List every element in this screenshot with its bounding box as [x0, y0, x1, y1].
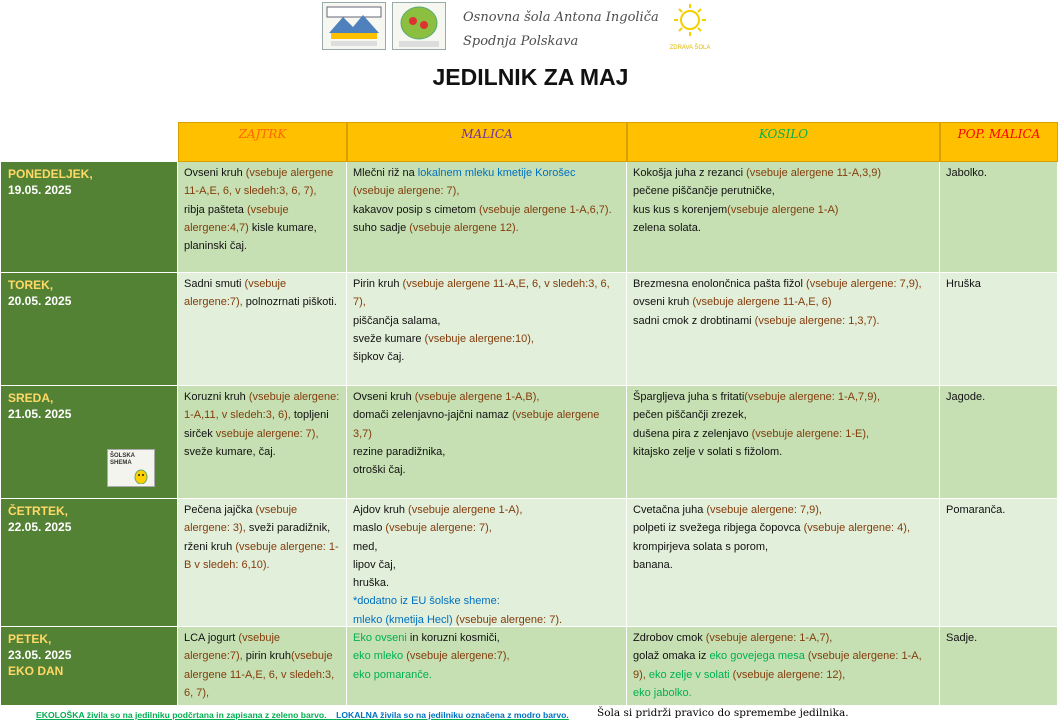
menu-cell-zajtrk	[178, 499, 347, 627]
allergen-note: (vsebuje alergene: 7),	[353, 185, 460, 198]
menu-cell-pop	[940, 273, 1058, 386]
day-name: PONEDELJEK,	[8, 167, 93, 181]
menu-text: Kokošja juha z rezanci	[633, 167, 747, 179]
menu-text: Koruzni kruh	[184, 391, 249, 403]
allergen-note: (vsebuje alergene: 7,9),	[806, 278, 922, 290]
menu-text: pečen piščančji zrezek,	[633, 409, 747, 422]
menu-text: zelena solata.	[633, 221, 701, 234]
menu-cell-malica	[347, 386, 627, 499]
menu-cell-malica	[347, 627, 627, 706]
menu-cell-zajtrk	[178, 162, 347, 273]
menu-text: piščančja salama,	[353, 314, 441, 327]
menu-text: sveže kumare	[353, 332, 425, 345]
day-name: ČETRTEK,	[8, 504, 68, 518]
allergen-note: (vsebuje alergene: 7).	[455, 613, 563, 626]
day-name: PETEK,	[8, 632, 52, 646]
menu-text: mleko (kmetija Hecl)	[353, 613, 456, 626]
menu-text: Brezmesna enolončnica pašta fižol	[633, 278, 807, 290]
menu-text: Pomaranča.	[946, 504, 1006, 516]
school-scheme-badge	[107, 449, 155, 487]
menu-text: eko mleko	[353, 650, 407, 663]
footer-legend	[36, 710, 569, 720]
menu-text: eko jabolko.	[633, 686, 692, 699]
allergen-note: (vsebuje alergene: 1-E),	[751, 427, 870, 440]
menu-text: banana.	[633, 558, 673, 571]
menu-text: *dodatno iz EU šolske sheme:	[353, 595, 500, 608]
allergen-note: (vsebuje alergene: 4),	[803, 522, 911, 535]
menu-cell-kosilo	[627, 627, 940, 706]
allergen-note: (vsebuje alergene 11-A,E, 6, v sledeh:3, 6, 7),	[184, 167, 334, 198]
allergen-note: (vsebuje alergene:10),	[424, 332, 534, 345]
menu-text: med,	[353, 540, 378, 553]
menu-cell-pop	[940, 499, 1058, 627]
allergen-note: (vsebuje alergene: 1-A,11, v sledeh:3, 6),	[184, 391, 340, 422]
menu-text: domači zelenjavno-jajčni namaz	[353, 409, 512, 422]
allergen-note: (vsebuje alergene: 1-A, 9),	[633, 650, 922, 681]
menu-text: kakavov posip s cimetom	[353, 203, 479, 216]
menu-text: polnozrnati piškoti.	[242, 296, 337, 309]
menu-text: Ovseni kruh	[184, 167, 246, 179]
menu-cell-pop	[940, 386, 1058, 499]
menu-cell-pop	[940, 627, 1058, 706]
menu-cell-kosilo	[627, 499, 940, 627]
menu-text: golaž omaka iz	[633, 650, 710, 663]
menu-cell-pop	[940, 162, 1058, 273]
day-date: 21.05. 2025	[8, 407, 72, 421]
day-cell	[1, 273, 178, 386]
menu-text: Cvetačna juha	[633, 504, 707, 516]
menu-text: LCA jogurt	[184, 632, 239, 644]
menu-text: Jagode.	[946, 391, 986, 403]
menu-text: Sadni smuti	[184, 278, 245, 290]
page-title: JEDILNIK ZA MAJ	[432, 64, 629, 90]
footer	[0, 706, 1061, 723]
menu-cell-kosilo	[627, 273, 940, 386]
menu-text: polpeti iz svežega ribjega čopovca	[633, 522, 804, 535]
menu-cell-kosilo	[627, 386, 940, 499]
menu-text: Pečena jajčka	[184, 504, 256, 516]
menu-text: krompirjeva solata s porom,	[633, 540, 769, 553]
column-header-4: POP. MALICA	[940, 122, 1058, 162]
footer-local-note: LOKALNA živila so na jedilniku označena z modro barvo.	[336, 710, 569, 720]
menu-text: lokalnem mleku kmetije Korošec	[417, 167, 576, 179]
allergen-note: (vsebuje alergene 1-A)	[727, 203, 839, 216]
allergen-note: (vsebuje alergene: 1-B v sledeh: 6,10).	[184, 540, 339, 571]
day-name: TOREK,	[8, 278, 54, 292]
menu-text: Ajdov kruh	[353, 504, 409, 516]
allergen-note: (vsebuje alergene: 12),	[732, 668, 846, 681]
school-name-line1: Osnovna šola Antona Ingoliča	[463, 10, 659, 25]
menu-text: eko pomaranče.	[353, 668, 432, 681]
menu-text: otroški čaj.	[353, 464, 406, 477]
allergen-note: (vsebuje alergene 11-A,E, 6, v sledeh:3, 6, 7),	[184, 650, 335, 699]
menu-text: eko zelje v solati	[645, 668, 733, 681]
menu-text: Eko ovseni	[353, 632, 407, 644]
menu-text: eko govejega mesa	[709, 650, 808, 663]
eco-day-label: EKO DAN	[8, 664, 64, 678]
menu-text: kisle kumare, planinski čaj.	[184, 221, 317, 253]
allergen-note: (vsebuje alergene: 1-A,7,9),	[744, 391, 881, 403]
day-name: SREDA,	[8, 391, 54, 405]
footer-reserve-note: Šola si pridrži pravico do spremembe jedilnika.	[597, 707, 849, 719]
menu-cell-zajtrk	[178, 627, 347, 706]
menu-text: hruška.	[353, 577, 390, 590]
allergen-note: (vsebuje alergene 1-A,6,7).	[478, 203, 612, 216]
ladybug-emblem-icon	[393, 3, 445, 49]
fruit-mascot-icon	[131, 468, 151, 484]
menu-text: Sadje.	[946, 632, 978, 644]
menu-text: lipov čaj,	[353, 558, 396, 571]
menu-text: kus kus s korenjem	[633, 203, 728, 216]
menu-cell-zajtrk	[178, 386, 347, 499]
menu-cell-malica	[347, 499, 627, 627]
day-date: 20.05. 2025	[8, 294, 72, 308]
menu-cell-zajtrk	[178, 273, 347, 386]
menu-text: topljeni sirček	[184, 409, 329, 440]
school-name	[463, 6, 659, 54]
allergen-note: (vsebuje alergene: 1-A,7),	[705, 632, 833, 644]
page-header	[0, 0, 1061, 90]
menu-text: Špargljeva juha s fritati	[633, 391, 745, 403]
column-header-3: KOSILO	[627, 122, 940, 162]
menu-text: pirin kruh	[242, 650, 292, 663]
school-scheme-label: ŠOLSKA SHEMA	[110, 453, 135, 466]
menu-text: Ovseni kruh	[353, 391, 415, 403]
menu-text: rezine paradižnika,	[353, 445, 446, 458]
menu-text: sveže kumare, čaj.	[184, 445, 276, 458]
menu-text: in koruzni kosmiči,	[406, 632, 500, 644]
school-logo-icon	[323, 3, 385, 49]
footer-eco-note: EKOLOŠKA živila so na jedilniku podčrtana in zapisana z zeleno barvo.	[36, 710, 327, 720]
school-logo	[322, 2, 386, 50]
allergen-note: (vsebuje alergene: 3),	[184, 504, 298, 535]
menu-text: Pirin kruh	[353, 278, 403, 290]
allergen-note: (vsebuje alergene 1-A),	[408, 504, 523, 516]
day-date: 22.05. 2025	[8, 520, 72, 534]
column-header-2: MALICA	[347, 122, 627, 162]
allergen-note: (vsebuje alergene: 1,3,7).	[754, 314, 880, 327]
allergen-note: (vsebuje alergene 3,7)	[353, 409, 600, 440]
menu-text: Zdrobov cmok	[633, 632, 706, 644]
school-name-line2: Spodnja Polskava	[463, 34, 579, 49]
menu-text: Jabolko.	[946, 167, 987, 179]
menu-text: dušena pira z zelenjavo	[633, 427, 752, 440]
allergen-note: (vsebuje alergene: 7),	[385, 522, 492, 535]
allergen-note: (vsebuje alergene:7),	[406, 650, 510, 663]
menu-text: pečene piščančje perutničke,	[633, 185, 775, 198]
menu-text: Mlečni riž na	[353, 167, 418, 179]
allergen-note: (vsebuje alergene: 7,9),	[706, 504, 822, 516]
day-cell	[1, 499, 178, 627]
menu-text: suho sadje	[353, 221, 410, 234]
allergen-note: (vsebuje alergene 11-A,E, 6)	[692, 296, 832, 309]
menu-cell-kosilo	[627, 162, 940, 273]
menu-text: kitajsko zelje v solati s fižolom.	[633, 445, 783, 458]
menu-text: Hruška	[946, 278, 981, 290]
column-header-1: ZAJTRK	[178, 122, 347, 162]
menu-text: šipkov čaj.	[353, 351, 405, 364]
allergen-note: (vsebuje alergene 11-A,3,9)	[746, 167, 882, 179]
allergen-note: (vsebuje alergene:7),	[184, 632, 280, 663]
day-cell	[1, 162, 178, 273]
school-emblem	[392, 2, 446, 50]
menu-text: sadni cmok z drobtinami	[633, 314, 755, 327]
allergen-note: (vsebuje alergene 12).	[409, 221, 519, 234]
menu-table	[1, 122, 1058, 706]
menu-text: ribja pašteta	[184, 203, 247, 216]
healthy-school-logo	[664, 2, 716, 52]
sun-icon	[664, 2, 716, 42]
healthy-school-label: ZDRAVA ŠOLA	[669, 45, 711, 51]
day-date: 19.05. 2025	[8, 183, 72, 197]
allergen-note: (vsebuje alergene:7),	[184, 278, 287, 309]
menu-text: sveži paradižnik, rženi kruh	[184, 522, 331, 553]
menu-text: maslo	[353, 522, 386, 535]
menu-text: ovseni kruh	[633, 296, 693, 309]
allergen-note: (vsebuje alergene 1-A,B),	[414, 391, 540, 403]
menu-cell-malica	[347, 273, 627, 386]
allergen-note: (vsebuje alergene 11-A,E, 6, v sledeh:3, 6, 7),	[353, 278, 610, 309]
day-cell	[1, 627, 178, 706]
menu-cell-malica	[347, 162, 627, 273]
allergen-note: (vsebuje alergene:4,7)	[184, 203, 289, 234]
allergen-note: vsebuje alergene: 7),	[215, 427, 319, 440]
day-date: 23.05. 2025	[8, 648, 72, 662]
